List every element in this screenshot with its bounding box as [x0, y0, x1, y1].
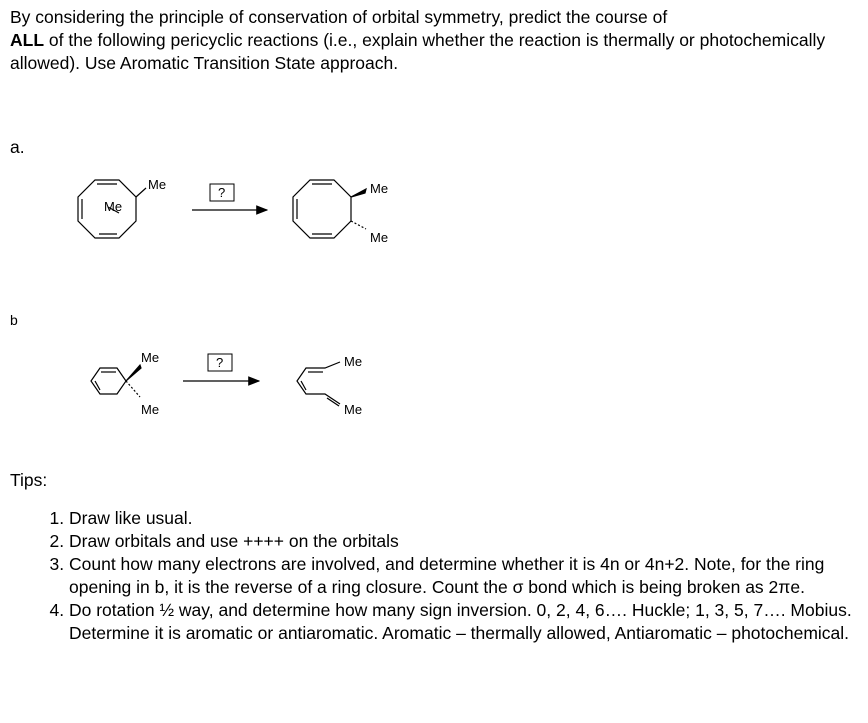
reaction-b-reactant	[91, 365, 141, 397]
reaction-b-product-me-top: Me	[344, 354, 363, 369]
reaction-b-question-mark: ?	[216, 355, 224, 370]
tip-item: 3. Count how many electrons are involved, and determine whether it is 4n or 4n+2. Note, for the ring opening in b, it is the reverse of a ring closure. Count the σ bond which is being broken as 2πe.	[69, 553, 859, 599]
tip-item: 2. Draw orbitals and use ++++ on the orbitals	[69, 530, 859, 553]
reaction-b-product	[297, 362, 340, 406]
reaction-a-product-me-top: Me	[370, 181, 389, 196]
reaction-a-arrow	[192, 184, 267, 210]
tip-item: 4. Do rotation ½ way, and determine how many sign inversion. 0, 2, 4, 6…. Huckle; 1, 3, 5, 7…. Mobius. Determine it is aromatic or antiaromatic. Aromatic – thermally allowed, Antiaromatic – photochemical.	[69, 599, 859, 645]
question-part2: of the following pericyclic reactions (i.e., explain whether the reaction is thermally or photochemically allowed). Use Aromatic Transition State approach.	[10, 30, 826, 73]
question-part1: By considering the principle of conservation of orbital symmetry, predict the course of	[10, 7, 668, 27]
reaction-a-reactant-me-inner: Me	[104, 199, 123, 214]
reaction-b-product-me-bottom: Me	[344, 402, 363, 417]
reaction-a-product-me-bottom: Me	[370, 230, 389, 245]
reaction-b-reactant-me-top: Me	[141, 350, 160, 365]
section-b-label: b	[10, 312, 18, 328]
tips-title: Tips:	[10, 470, 48, 490]
tips-list	[36, 507, 859, 645]
reaction-a-product	[293, 180, 366, 238]
section-a-label: a.	[10, 137, 25, 157]
reaction-a-reactant-me-top: Me	[148, 177, 167, 192]
reaction-a-question-mark: ?	[218, 185, 226, 200]
reaction-b-reactant-me-bottom: Me	[141, 402, 160, 417]
tip-item: 1. Draw like usual.	[69, 507, 859, 530]
question-bold-all: ALL	[10, 30, 45, 50]
